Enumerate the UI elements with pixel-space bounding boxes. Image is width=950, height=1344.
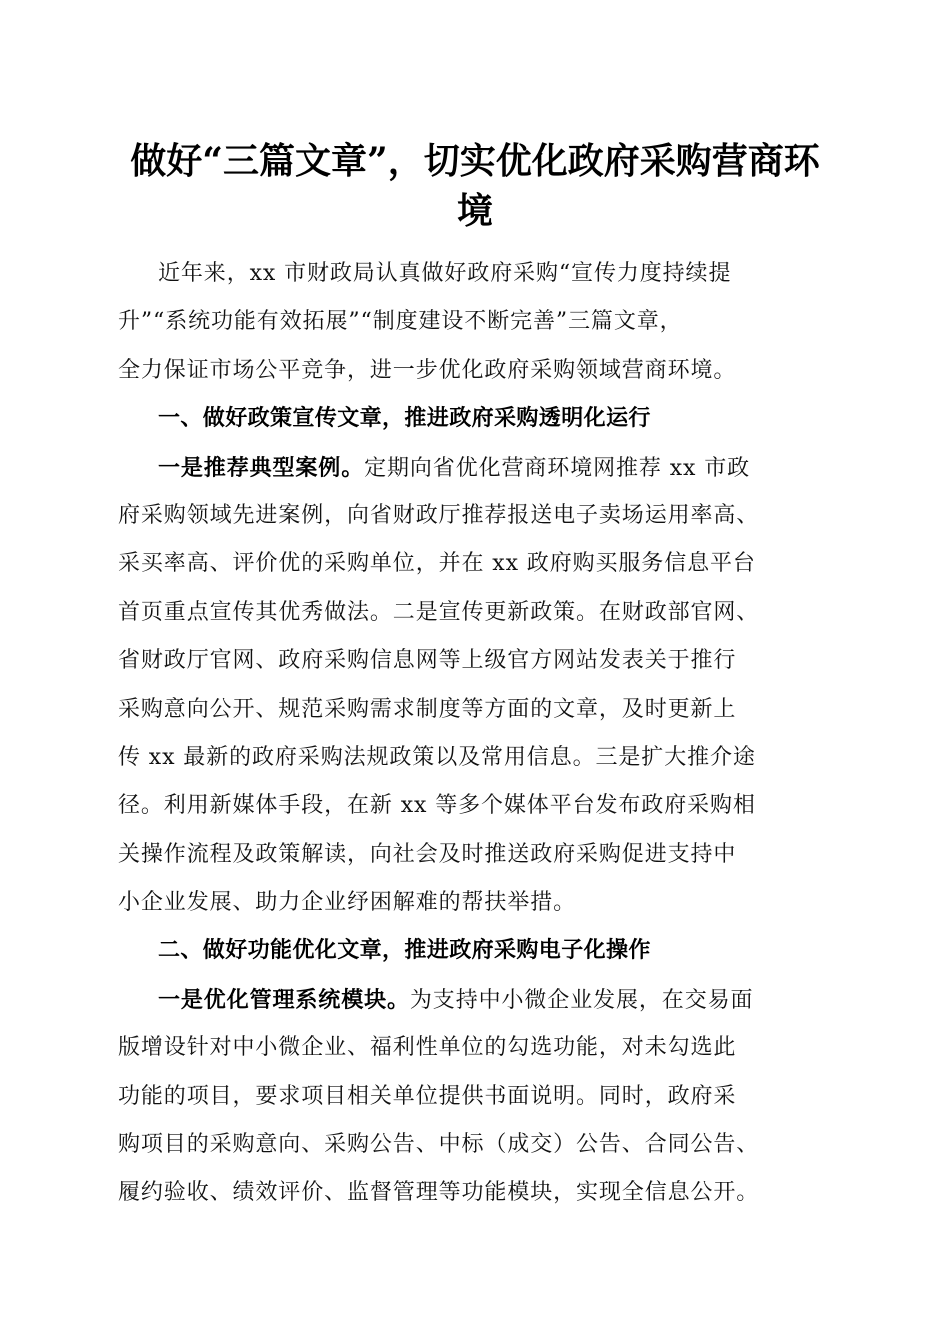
text-line: 履约验收、绩效评价、监督管理等功能模块，实现全信息公开。 [118, 1180, 760, 1206]
section-1-lead: 一是推荐典型案例。 [158, 454, 365, 481]
text-line: 省财政厅官网、政府采购信息网等上级官方网站发表关于推行 [118, 648, 737, 674]
text-line: 近年来，xx 市财政局认真做好政府采购“宣传力度持续提 [158, 261, 732, 286]
text-line: 全力保证市场公平竞争，进一步优化政府采购领域营商环境。 [118, 357, 737, 383]
text-line: 关操作流程及政策解读，向社会及时推送政府采购促进支持中 [118, 841, 737, 867]
section-2-heading: 二、做好功能优化文章，推进政府采购电子化操作 [158, 938, 651, 964]
text-line [118, 444, 838, 492]
text-line: 购项目的采购意向、采购公告、中标（成交）公告、合同公告、 [118, 1132, 760, 1158]
text-segment: 为支持中小微企业发展，在交易面 [409, 987, 754, 1013]
document-title [100, 136, 850, 236]
text-line: 升”“系统功能有效拓展”“制度建设不断完善”三篇文章， [118, 309, 683, 335]
text-line: 采买率高、评价优的采购单位，并在 xx 政府购买服务信息平台 [118, 551, 756, 577]
title-line-1: 做好“三篇文章”，切实优化政府采购营商环 [130, 140, 820, 182]
text-line [118, 976, 838, 1024]
text-line: 传 xx 最新的政府采购法规政策以及常用信息。三是扩大推介途 [118, 744, 756, 770]
text-line: 府采购领域先进案例，向省财政厅推荐报送电子卖场运用率高、 [118, 502, 760, 528]
text-line: 小企业发展、助力企业纾困解难的帮扶举措。 [118, 890, 577, 916]
text-line: 采购意向公开、规范采购需求制度等方面的文章，及时更新上 [118, 696, 737, 722]
text-segment: 定期向省优化营商环境网推荐 xx 市政 [364, 455, 751, 481]
intro-paragraph [118, 250, 838, 395]
text-line: 版增设针对中小微企业、福利性单位的勾选功能，对未勾选此 [118, 1035, 737, 1061]
text-line: 径。利用新媒体手段，在新 xx 等多个媒体平台发布政府采购相 [118, 793, 756, 819]
document-body [118, 250, 838, 1218]
text-line: 首页重点宣传其优秀做法。二是宣传更新政策。在财政部官网、 [118, 599, 760, 625]
title-line-2: 境 [456, 190, 493, 232]
section-1-paragraph [118, 444, 838, 928]
section-2-paragraph [118, 976, 838, 1218]
text-line: 功能的项目，要求项目相关单位提供书面说明。同时，政府采 [118, 1083, 737, 1109]
section-2-lead: 一是优化管理系统模块。 [158, 986, 410, 1013]
section-1-heading: 一、做好政策宣传文章，推进政府采购透明化运行 [158, 406, 651, 432]
